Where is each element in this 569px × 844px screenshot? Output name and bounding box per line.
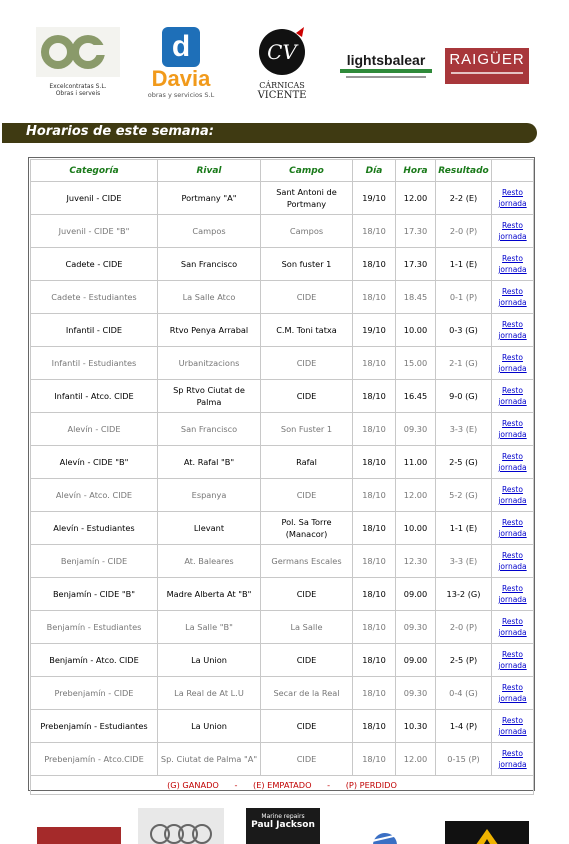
cell-campo: CIDE [261, 578, 353, 611]
cell-campo: La Salle [261, 611, 353, 644]
cell-campo: Campos [261, 215, 353, 248]
cell-resto-jornada [492, 512, 534, 545]
paul-jackson-line1: Marine repairs [261, 813, 305, 820]
result-legend: (G) GANADO - (E) EMPATADO - (P) PERDIDO [31, 776, 534, 795]
resto-link-line2: jornada [498, 661, 527, 670]
carnicas-line2: VICENTE [257, 90, 307, 101]
schedule-table-frame [28, 157, 535, 791]
cell-campo: Sant Antoni de Portmany [261, 182, 353, 215]
resto-link-line1: Resto [502, 188, 523, 197]
carnicas-vicente-logo[interactable] [253, 27, 311, 105]
resto-jornada-link[interactable] [494, 418, 531, 440]
cell-hora: 17.30 [396, 248, 436, 281]
bottom-sponsor-blue-logo[interactable] [368, 829, 402, 844]
table-row [31, 446, 534, 479]
cell-rival: Portmany "A" [158, 182, 261, 215]
resto-link-line1: Resto [502, 485, 523, 494]
top-sponsor-strip [0, 0, 569, 118]
cell-dia: 18/10 [353, 446, 396, 479]
resto-link-line1: Resto [502, 716, 523, 725]
resto-jornada-link[interactable] [494, 220, 531, 242]
cell-categoria: Benjamín - Atco. CIDE [31, 644, 158, 677]
cell-categoria: Alevín - Atco. CIDE [31, 479, 158, 512]
cell-dia: 18/10 [353, 611, 396, 644]
cell-hora: 09.30 [396, 611, 436, 644]
table-row [31, 413, 534, 446]
cell-categoria: Prebenjamín - Atco.CIDE [31, 743, 158, 776]
cell-categoria: Benjamín - Estudiantes [31, 611, 158, 644]
cell-hora: 12.30 [396, 545, 436, 578]
cell-categoria: Alevín - CIDE [31, 413, 158, 446]
cell-campo: CIDE [261, 347, 353, 380]
cell-dia: 19/10 [353, 182, 396, 215]
resto-jornada-link[interactable] [494, 682, 531, 704]
section-header-bar [2, 123, 537, 143]
resto-link-line1: Resto [502, 551, 523, 560]
cell-hora: 09.30 [396, 413, 436, 446]
cell-resto-jornada [492, 743, 534, 776]
schedule-table [30, 159, 534, 795]
resto-link-line1: Resto [502, 419, 523, 428]
table-row [31, 314, 534, 347]
audi-logo[interactable] [138, 808, 224, 844]
cell-hora: 09.00 [396, 578, 436, 611]
resto-jornada-link[interactable] [494, 451, 531, 473]
cell-campo: CIDE [261, 710, 353, 743]
cell-categoria: Prebenjamín - CIDE [31, 677, 158, 710]
cell-resto-jornada [492, 479, 534, 512]
cell-campo: Secar de la Real [261, 677, 353, 710]
resto-jornada-link[interactable] [494, 715, 531, 737]
cell-categoria: Infantil - Estudiantes [31, 347, 158, 380]
carnicas-vicente-emblem-icon [256, 27, 308, 77]
cell-resultado: 2-2 (E) [436, 182, 492, 215]
cell-rival: Madre Alberta At "B" [158, 578, 261, 611]
cell-resultado: 2-5 (G) [436, 446, 492, 479]
cell-resultado: 1-4 (P) [436, 710, 492, 743]
legend-row [31, 776, 534, 795]
cell-dia: 18/10 [353, 347, 396, 380]
lightsbalear-brand: lightsbalear [346, 52, 426, 68]
cell-resto-jornada [492, 710, 534, 743]
resto-link-line2: jornada [498, 463, 527, 472]
cell-dia: 19/10 [353, 314, 396, 347]
cell-rival: Sp Rtvo Ciutat de Palma [158, 380, 261, 413]
bottom-sponsor-strip [0, 805, 569, 844]
blue-globe-icon [368, 829, 402, 844]
resto-link-line1: Resto [502, 749, 523, 758]
cell-resultado: 2-0 (P) [436, 215, 492, 248]
resto-jornada-link[interactable] [494, 187, 531, 209]
svg-text:CV: CV [267, 40, 297, 64]
lightsbalear-subline [346, 76, 426, 78]
resto-link-line1: Resto [502, 254, 523, 263]
cell-dia: 18/10 [353, 677, 396, 710]
cell-dia: 18/10 [353, 413, 396, 446]
resto-jornada-link[interactable] [494, 517, 531, 539]
paul-jackson-logo[interactable] [246, 808, 320, 844]
bottom-sponsor-red-logo[interactable] [37, 827, 121, 844]
cell-rival: La Union [158, 710, 261, 743]
table-row [31, 611, 534, 644]
header-campo: Campo [261, 160, 353, 182]
excelcontratas-line2: Obras i serveis [55, 90, 101, 97]
resto-jornada-link[interactable] [494, 319, 531, 341]
cell-resto-jornada [492, 281, 534, 314]
cell-resultado: 0-4 (G) [436, 677, 492, 710]
resto-link-line1: Resto [502, 518, 523, 527]
carnicas-line1: CÁRNICAS [259, 81, 305, 90]
resto-link-line2: jornada [498, 298, 527, 307]
cell-campo: CIDE [261, 380, 353, 413]
cell-dia: 18/10 [353, 479, 396, 512]
cell-rival: Rtvo Penya Arrabal [158, 314, 261, 347]
cell-resultado: 13-2 (G) [436, 578, 492, 611]
cell-resto-jornada [492, 677, 534, 710]
cell-rival: La Salle Atco [158, 281, 261, 314]
header-rival: Rival [158, 160, 261, 182]
cell-campo: Germans Escales [261, 545, 353, 578]
cell-dia: 18/10 [353, 380, 396, 413]
cell-resto-jornada [492, 182, 534, 215]
header-hora: Hora [396, 160, 436, 182]
table-row [31, 281, 534, 314]
cell-resultado: 2-1 (G) [436, 347, 492, 380]
cell-rival: Sp. Ciutat de Palma "A" [158, 743, 261, 776]
cell-dia: 18/10 [353, 710, 396, 743]
cell-resto-jornada [492, 413, 534, 446]
cell-hora: 16.45 [396, 380, 436, 413]
cell-resultado: 3-3 (E) [436, 413, 492, 446]
cell-resto-jornada [492, 380, 534, 413]
lightsbalear-underline [340, 69, 432, 73]
cell-campo: Son fuster 1 [261, 248, 353, 281]
resto-link-line1: Resto [502, 617, 523, 626]
resto-jornada-link[interactable] [494, 352, 531, 374]
table-row [31, 479, 534, 512]
cell-campo: CIDE [261, 479, 353, 512]
resto-link-line1: Resto [502, 353, 523, 362]
resto-jornada-link[interactable] [494, 583, 531, 605]
cell-rival: San Francisco [158, 413, 261, 446]
cell-hora: 12.00 [396, 182, 436, 215]
audi-rings-icon [138, 808, 224, 844]
resto-link-line2: jornada [498, 595, 527, 604]
cell-hora: 10.00 [396, 512, 436, 545]
cell-dia: 18/10 [353, 644, 396, 677]
cell-resto-jornada [492, 644, 534, 677]
resto-link-line2: jornada [498, 430, 527, 439]
cell-resto-jornada [492, 611, 534, 644]
resto-link-line2: jornada [498, 529, 527, 538]
cell-resto-jornada [492, 446, 534, 479]
cell-rival: Llevant [158, 512, 261, 545]
cell-categoria: Infantil - CIDE [31, 314, 158, 347]
cell-campo: CIDE [261, 644, 353, 677]
cell-categoria: Benjamín - CIDE [31, 545, 158, 578]
cell-hora: 10.00 [396, 314, 436, 347]
cell-rival: Campos [158, 215, 261, 248]
cell-resultado: 1-1 (E) [436, 248, 492, 281]
cell-categoria: Alevín - CIDE "B" [31, 446, 158, 479]
cell-resto-jornada [492, 314, 534, 347]
section-title: Horarios de este semana: [26, 124, 214, 139]
resto-link-line2: jornada [498, 694, 527, 703]
cell-resultado: 0-1 (P) [436, 281, 492, 314]
cell-rival: Urbanitzacions [158, 347, 261, 380]
table-row [31, 578, 534, 611]
cell-categoria: Cadete - Estudiantes [31, 281, 158, 314]
resto-link-line2: jornada [498, 496, 527, 505]
table-row [31, 380, 534, 413]
cell-resultado: 0-15 (P) [436, 743, 492, 776]
cell-resto-jornada [492, 578, 534, 611]
cell-categoria: Cadete - CIDE [31, 248, 158, 281]
cell-resto-jornada [492, 347, 534, 380]
table-row [31, 545, 534, 578]
resto-link-line1: Resto [502, 287, 523, 296]
cell-dia: 18/10 [353, 281, 396, 314]
cell-dia: 18/10 [353, 578, 396, 611]
cell-rival: San Francisco [158, 248, 261, 281]
cell-resto-jornada [492, 248, 534, 281]
resto-link-line1: Resto [502, 452, 523, 461]
table-header-row [31, 160, 534, 182]
cell-campo: Pol. Sa Torre (Manacor) [261, 512, 353, 545]
cell-hora: 10.30 [396, 710, 436, 743]
cell-hora: 12.00 [396, 479, 436, 512]
resto-link-line1: Resto [502, 221, 523, 230]
table-row [31, 347, 534, 380]
resto-jornada-link[interactable] [494, 286, 531, 308]
cell-campo: CIDE [261, 281, 353, 314]
cell-campo: CIDE [261, 743, 353, 776]
resto-link-line1: Resto [502, 683, 523, 692]
resto-link-line2: jornada [498, 397, 527, 406]
resto-link-line1: Resto [502, 320, 523, 329]
resto-jornada-link[interactable] [494, 550, 531, 572]
cell-campo: C.M. Toni tatxa [261, 314, 353, 347]
cell-dia: 18/10 [353, 743, 396, 776]
cell-hora: 17.30 [396, 215, 436, 248]
davia-brand: Davia [151, 66, 211, 91]
header-resultado: Resultado [436, 160, 492, 182]
table-row [31, 512, 534, 545]
resto-jornada-link[interactable] [494, 616, 531, 638]
bottom-sponsor-yellow-logo[interactable] [445, 821, 529, 844]
cell-dia: 18/10 [353, 215, 396, 248]
header-dia: Día [353, 160, 396, 182]
raiguer-subline [451, 72, 523, 74]
davia-tagline: obras y servicios S.L [147, 91, 215, 99]
resto-link-line2: jornada [498, 760, 527, 769]
table-row [31, 182, 534, 215]
cell-categoria: Juvenil - CIDE [31, 182, 158, 215]
resto-link-line2: jornada [498, 364, 527, 373]
cell-categoria: Alevín - Estudiantes [31, 512, 158, 545]
resto-jornada-link[interactable] [494, 385, 531, 407]
table-row [31, 710, 534, 743]
resto-link-line2: jornada [498, 727, 527, 736]
excelcontratas-logo[interactable] [36, 27, 120, 97]
table-body [31, 182, 534, 776]
table-row [31, 743, 534, 776]
resto-link-line2: jornada [498, 331, 527, 340]
table-row [31, 677, 534, 710]
cell-rival: At. Baleares [158, 545, 261, 578]
cell-rival: La Union [158, 644, 261, 677]
cell-hora: 15.00 [396, 347, 436, 380]
resto-link-line2: jornada [498, 199, 527, 208]
cell-resultado: 0-3 (G) [436, 314, 492, 347]
table-row [31, 644, 534, 677]
resto-link-line2: jornada [498, 562, 527, 571]
davia-logo[interactable] [145, 27, 217, 105]
raiguer-brand: RAIGÜER [449, 51, 525, 68]
table-row [31, 248, 534, 281]
raiguer-logo[interactable] [445, 48, 529, 84]
cell-categoria: Benjamín - CIDE "B" [31, 578, 158, 611]
cell-rival: La Real de At L.U [158, 677, 261, 710]
header-links [492, 160, 534, 182]
cell-rival: La Salle "B" [158, 611, 261, 644]
cell-resultado: 5-2 (G) [436, 479, 492, 512]
yellow-emblem-icon [445, 821, 529, 844]
cell-hora: 12.00 [396, 743, 436, 776]
resto-link-line2: jornada [498, 232, 527, 241]
resto-link-line1: Resto [502, 584, 523, 593]
cell-resultado: 2-5 (P) [436, 644, 492, 677]
lightsbalear-logo[interactable] [340, 52, 432, 80]
cell-resultado: 1-1 (E) [436, 512, 492, 545]
cell-dia: 18/10 [353, 248, 396, 281]
cell-resultado: 9-0 (G) [436, 380, 492, 413]
header-categoria: Categoría [31, 160, 158, 182]
resto-link-line1: Resto [502, 650, 523, 659]
cell-hora: 09.00 [396, 644, 436, 677]
cell-categoria: Juvenil - CIDE "B" [31, 215, 158, 248]
cell-categoria: Infantil - Atco. CIDE [31, 380, 158, 413]
cell-dia: 18/10 [353, 545, 396, 578]
paul-jackson-line2: Paul Jackson [251, 820, 315, 830]
excelcontratas-line1: Excelcontratas S.L. [49, 83, 107, 90]
resto-link-line2: jornada [498, 265, 527, 274]
resto-jornada-link[interactable] [494, 748, 531, 770]
cell-campo: Son Fuster 1 [261, 413, 353, 446]
excelcontratas-emblem-icon [36, 27, 120, 77]
resto-jornada-link[interactable] [494, 484, 531, 506]
resto-link-line2: jornada [498, 628, 527, 637]
cell-hora: 11.00 [396, 446, 436, 479]
cell-hora: 18.45 [396, 281, 436, 314]
cell-resto-jornada [492, 215, 534, 248]
cell-resultado: 3-3 (E) [436, 545, 492, 578]
cell-rival: At. Rafal "B" [158, 446, 261, 479]
davia-d-icon: d [162, 27, 200, 67]
cell-resto-jornada [492, 545, 534, 578]
resto-link-line1: Resto [502, 386, 523, 395]
table-row [31, 215, 534, 248]
cell-resultado: 2-0 (P) [436, 611, 492, 644]
cell-dia: 18/10 [353, 512, 396, 545]
cell-rival: Espanya [158, 479, 261, 512]
resto-jornada-link[interactable] [494, 649, 531, 671]
resto-jornada-link[interactable] [494, 253, 531, 275]
cell-categoria: Prebenjamín - Estudiantes [31, 710, 158, 743]
cell-campo: Rafal [261, 446, 353, 479]
cell-hora: 09.30 [396, 677, 436, 710]
